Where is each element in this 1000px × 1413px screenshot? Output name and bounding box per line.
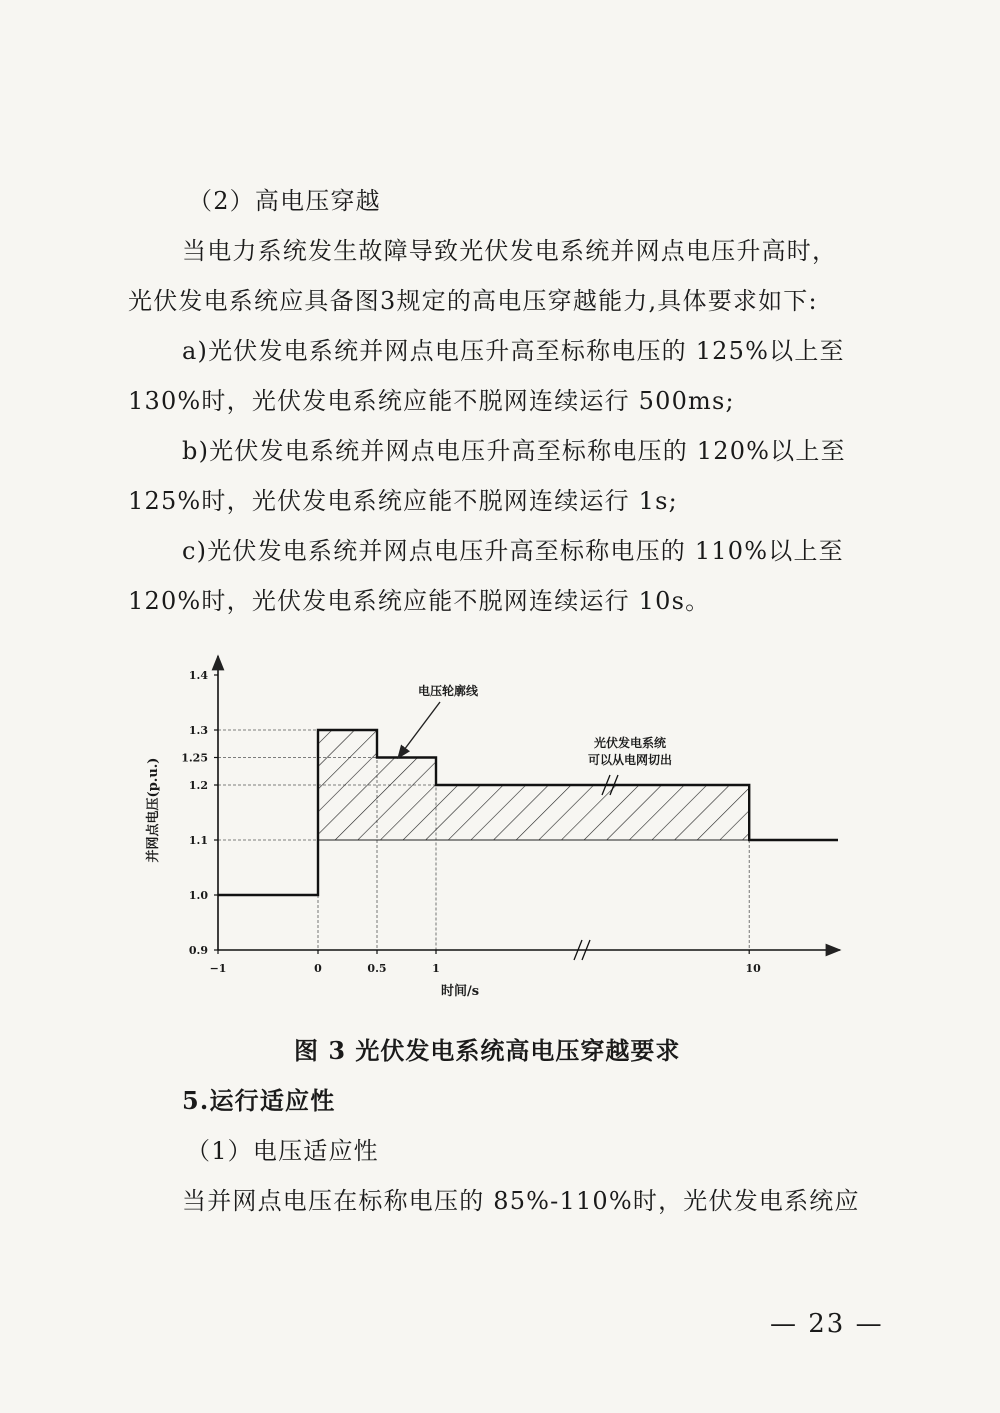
- x-tick-label: 10: [745, 962, 761, 975]
- section-heading-5: 5.运行适应性: [182, 1086, 336, 1115]
- trip-annotation-line1: 光伏发电系统: [593, 736, 667, 750]
- list-item-a-cont: 130%时，光伏发电系统应能不脱网连续运行 500ms;: [128, 387, 735, 415]
- list-item-b: b)光伏发电系统并网点电压升高至标称电压的 120%以上至: [182, 437, 846, 465]
- section-heading-hvrt: （2）高电压穿越: [188, 187, 381, 215]
- y-tick-label: 1.25: [181, 751, 208, 765]
- sub-heading-voltage: （1）电压适应性: [186, 1137, 379, 1165]
- x-axis-label: 时间/s: [440, 984, 480, 999]
- figure-caption: 图 3 光伏发电系统高电压穿越要求: [294, 1036, 681, 1065]
- list-item-b-cont: 125%时，光伏发电系统应能不脱网连续运行 1s;: [128, 487, 678, 515]
- page-number: — 23 —: [770, 1309, 884, 1339]
- trip-annotation-line2: 可以从电网切出: [587, 753, 673, 767]
- list-item-c-cont: 120%时，光伏发电系统应能不脱网连续运行 10s。: [128, 587, 711, 615]
- paragraph-line: 当并网点电压在标称电压的 85%-110%时，光伏发电系统应: [182, 1187, 860, 1215]
- profile-annotation: 电压轮廓线: [418, 684, 479, 698]
- annotation-arrow: [398, 702, 440, 758]
- list-item-c: c)光伏发电系统并网点电压升高至标称电压的 110%以上至: [182, 537, 844, 565]
- y-tick-label: 1.1: [188, 834, 208, 847]
- paragraph-line: 当电力系统发生故障导致光伏发电系统并网点电压升高时，: [182, 237, 838, 265]
- y-tick-label: 1.0: [188, 889, 208, 902]
- x-tick-label: −1: [209, 962, 227, 975]
- y-tick-label: 1.4: [188, 669, 208, 682]
- list-item-a: a)光伏发电系统并网点电压升高至标称电压的 125%以上至: [182, 337, 845, 365]
- paragraph-line: 光伏发电系统应具备图3规定的高电压穿越能力,具体要求如下:: [128, 287, 818, 315]
- y-axis-label: 并网点电压(p.u.): [146, 757, 161, 863]
- x-tick-label: 0: [314, 962, 322, 975]
- x-tick-label: 0.5: [367, 962, 387, 975]
- y-tick-label: 1.2: [188, 779, 208, 792]
- y-tick-label: 1.3: [188, 724, 208, 737]
- hvrt-chart: [140, 650, 860, 1010]
- y-tick-label: 0.9: [188, 944, 208, 957]
- x-tick-label: 1: [432, 962, 440, 975]
